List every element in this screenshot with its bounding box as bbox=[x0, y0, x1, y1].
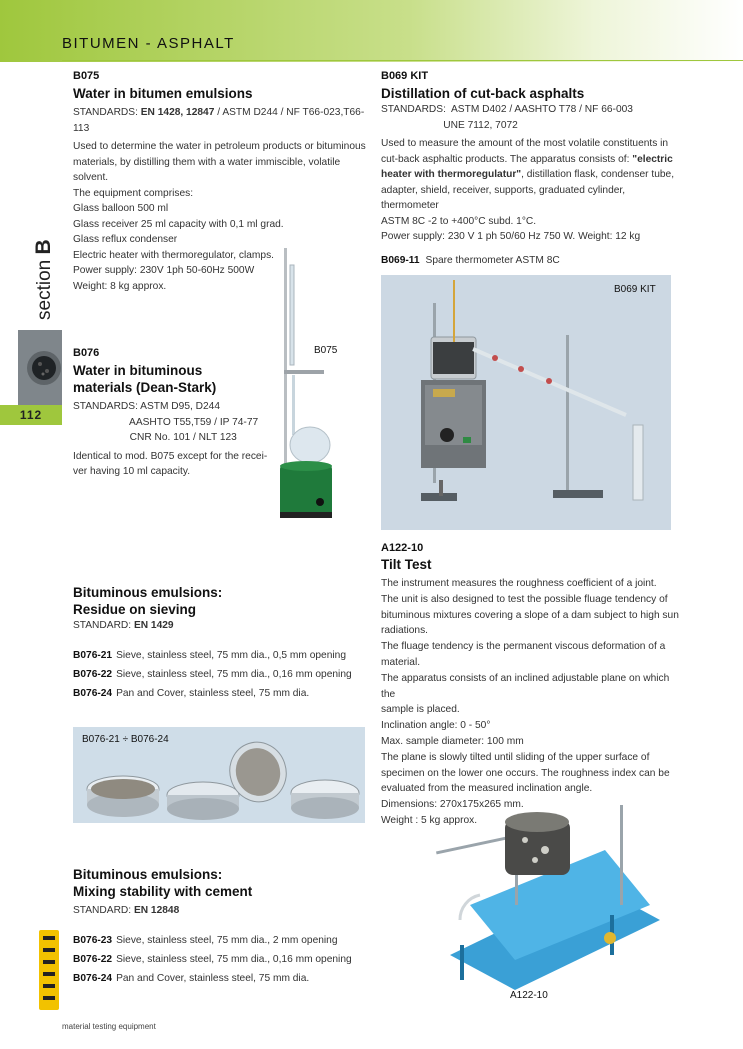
section-title-line1: Bituminous emulsions: bbox=[73, 585, 223, 600]
header-band bbox=[0, 0, 743, 62]
page-number: 112 bbox=[0, 405, 62, 425]
list-item: B076-24 Pan and Cover, stainless steel, 75 mm dia. bbox=[73, 972, 310, 984]
b069-photo bbox=[381, 275, 671, 530]
b069-section bbox=[381, 70, 681, 268]
list-item: B076-21 Sieve, stainless steel, 75 mm dia., 0,5 mm opening bbox=[73, 649, 346, 661]
b076-section bbox=[73, 347, 293, 480]
product-title-line1: Water in bituminous bbox=[73, 363, 203, 378]
section-title-line1: Bituminous emulsions: bbox=[73, 867, 223, 882]
footer-text: material testing equipment bbox=[62, 1022, 156, 1031]
product-title: Tilt Test bbox=[381, 557, 432, 572]
spare-part: B069-11 Spare thermometer ASTM 8C bbox=[381, 254, 560, 266]
product-description: Used to determine the water in petroleum products or bituminous materials, by distilling them with a water immiscible, volatile solvent. The equipment comprises: Glass balloon 500 ml Glass receiver 25 ml capacity with 0,1 ml grad. Glass reflux condenser Electric heater with thermoregulator, clamps. Power supply: 230V 1ph 50-60Hz 500W Weight: 8 kg approx. bbox=[73, 141, 366, 292]
standards: STANDARDS: EN 1428, 12847 / ASTM D244 / NF T66-023,T66-113 bbox=[73, 107, 365, 134]
list-item: B076-23 Sieve, stainless steel, 75 mm dia., 2 mm opening bbox=[73, 934, 338, 946]
header-rule bbox=[62, 60, 743, 61]
product-code: A122-10 bbox=[381, 542, 424, 554]
product-description: Identical to mod. B075 except for the recei- ver having 10 ml capacity. bbox=[73, 450, 268, 477]
image-label: B069 KIT bbox=[614, 284, 656, 295]
list-item: B076-24 Pan and Cover, stainless steel, 75 mm dia. bbox=[73, 687, 310, 699]
image-label: B076-21 ÷ B076-24 bbox=[82, 734, 169, 745]
a122-photo bbox=[420, 795, 660, 990]
a122-section bbox=[381, 542, 681, 829]
product-code: B075 bbox=[73, 70, 100, 82]
image-label: A122-10 bbox=[510, 990, 548, 1001]
sieving-section bbox=[73, 584, 373, 703]
product-description: Used to measure the amount of the most volatile constituents in cut-back asphaltic products. The apparatus consists of: "electric heater with thermoregulatur", distillation flask, condenser tube, adapter, shield, receiver, supports, graduated cylinder, thermometer ASTM 8C -2 to +400°C subd. 1°C. Power supply: 230 V 1 ph 50/60 Hz 750 W. Weight: 12 kg bbox=[381, 138, 675, 242]
product-title: Water in bitumen emulsions bbox=[73, 86, 253, 101]
product-title-line2: materials (Dean-Stark) bbox=[73, 380, 217, 395]
section-label: section B bbox=[32, 239, 55, 320]
image-label: B075 bbox=[314, 345, 338, 356]
list-item: B076-22 Sieve, stainless steel, 75 mm dia., 0,16 mm opening bbox=[73, 953, 352, 965]
standard: STANDARD: EN 1429 bbox=[73, 620, 174, 631]
product-description: The instrument measures the roughness coefficient of a joint. The unit is also designed to test the possible fluage tendency of bituminous mixtures covering a slope of a dam subject to high sun radiations. The fluage tendency is the permanent viscous deformation of a material. The apparatus consists of an inclined adjustable plane on which the sample is placed. Inclination angle: 0 - 50° Max. sample diameter: 100 mm The plane is slowly tilted until sliding of the upper surface of specimen on the lower one occurs. The roughness index can be evaluated from the measured inclination angle. Dimensions: 270x175x265 mm. Weight : 5 kg approx. bbox=[381, 578, 679, 826]
standard: STANDARD: EN 12848 bbox=[73, 905, 180, 916]
standards: STANDARDS: ASTM D402 / AASHTO T78 / NF 66-003 UNE 7112, 7072 bbox=[381, 104, 633, 131]
section-thumbnail bbox=[18, 330, 62, 405]
list-item: B076-22 Sieve, stainless steel, 75 mm dia., 0,16 mm opening bbox=[73, 668, 352, 680]
section-title-line2: Mixing stability with cement bbox=[73, 884, 253, 899]
product-code: B069 KIT bbox=[381, 70, 429, 82]
matest-logo bbox=[38, 930, 60, 1010]
product-title: Distillation of cut-back asphalts bbox=[381, 86, 585, 101]
standards: STANDARDS: ASTM D95, D244 AASHTO T55,T59 / IP 74-77 CNR No. 101 / NLT 123 bbox=[73, 401, 259, 443]
mixing-section bbox=[73, 866, 373, 988]
page-title: BITUMEN - ASPHALT bbox=[62, 35, 235, 52]
section-title-line2: Residue on sieving bbox=[73, 602, 197, 617]
product-code: B076 bbox=[73, 347, 100, 359]
